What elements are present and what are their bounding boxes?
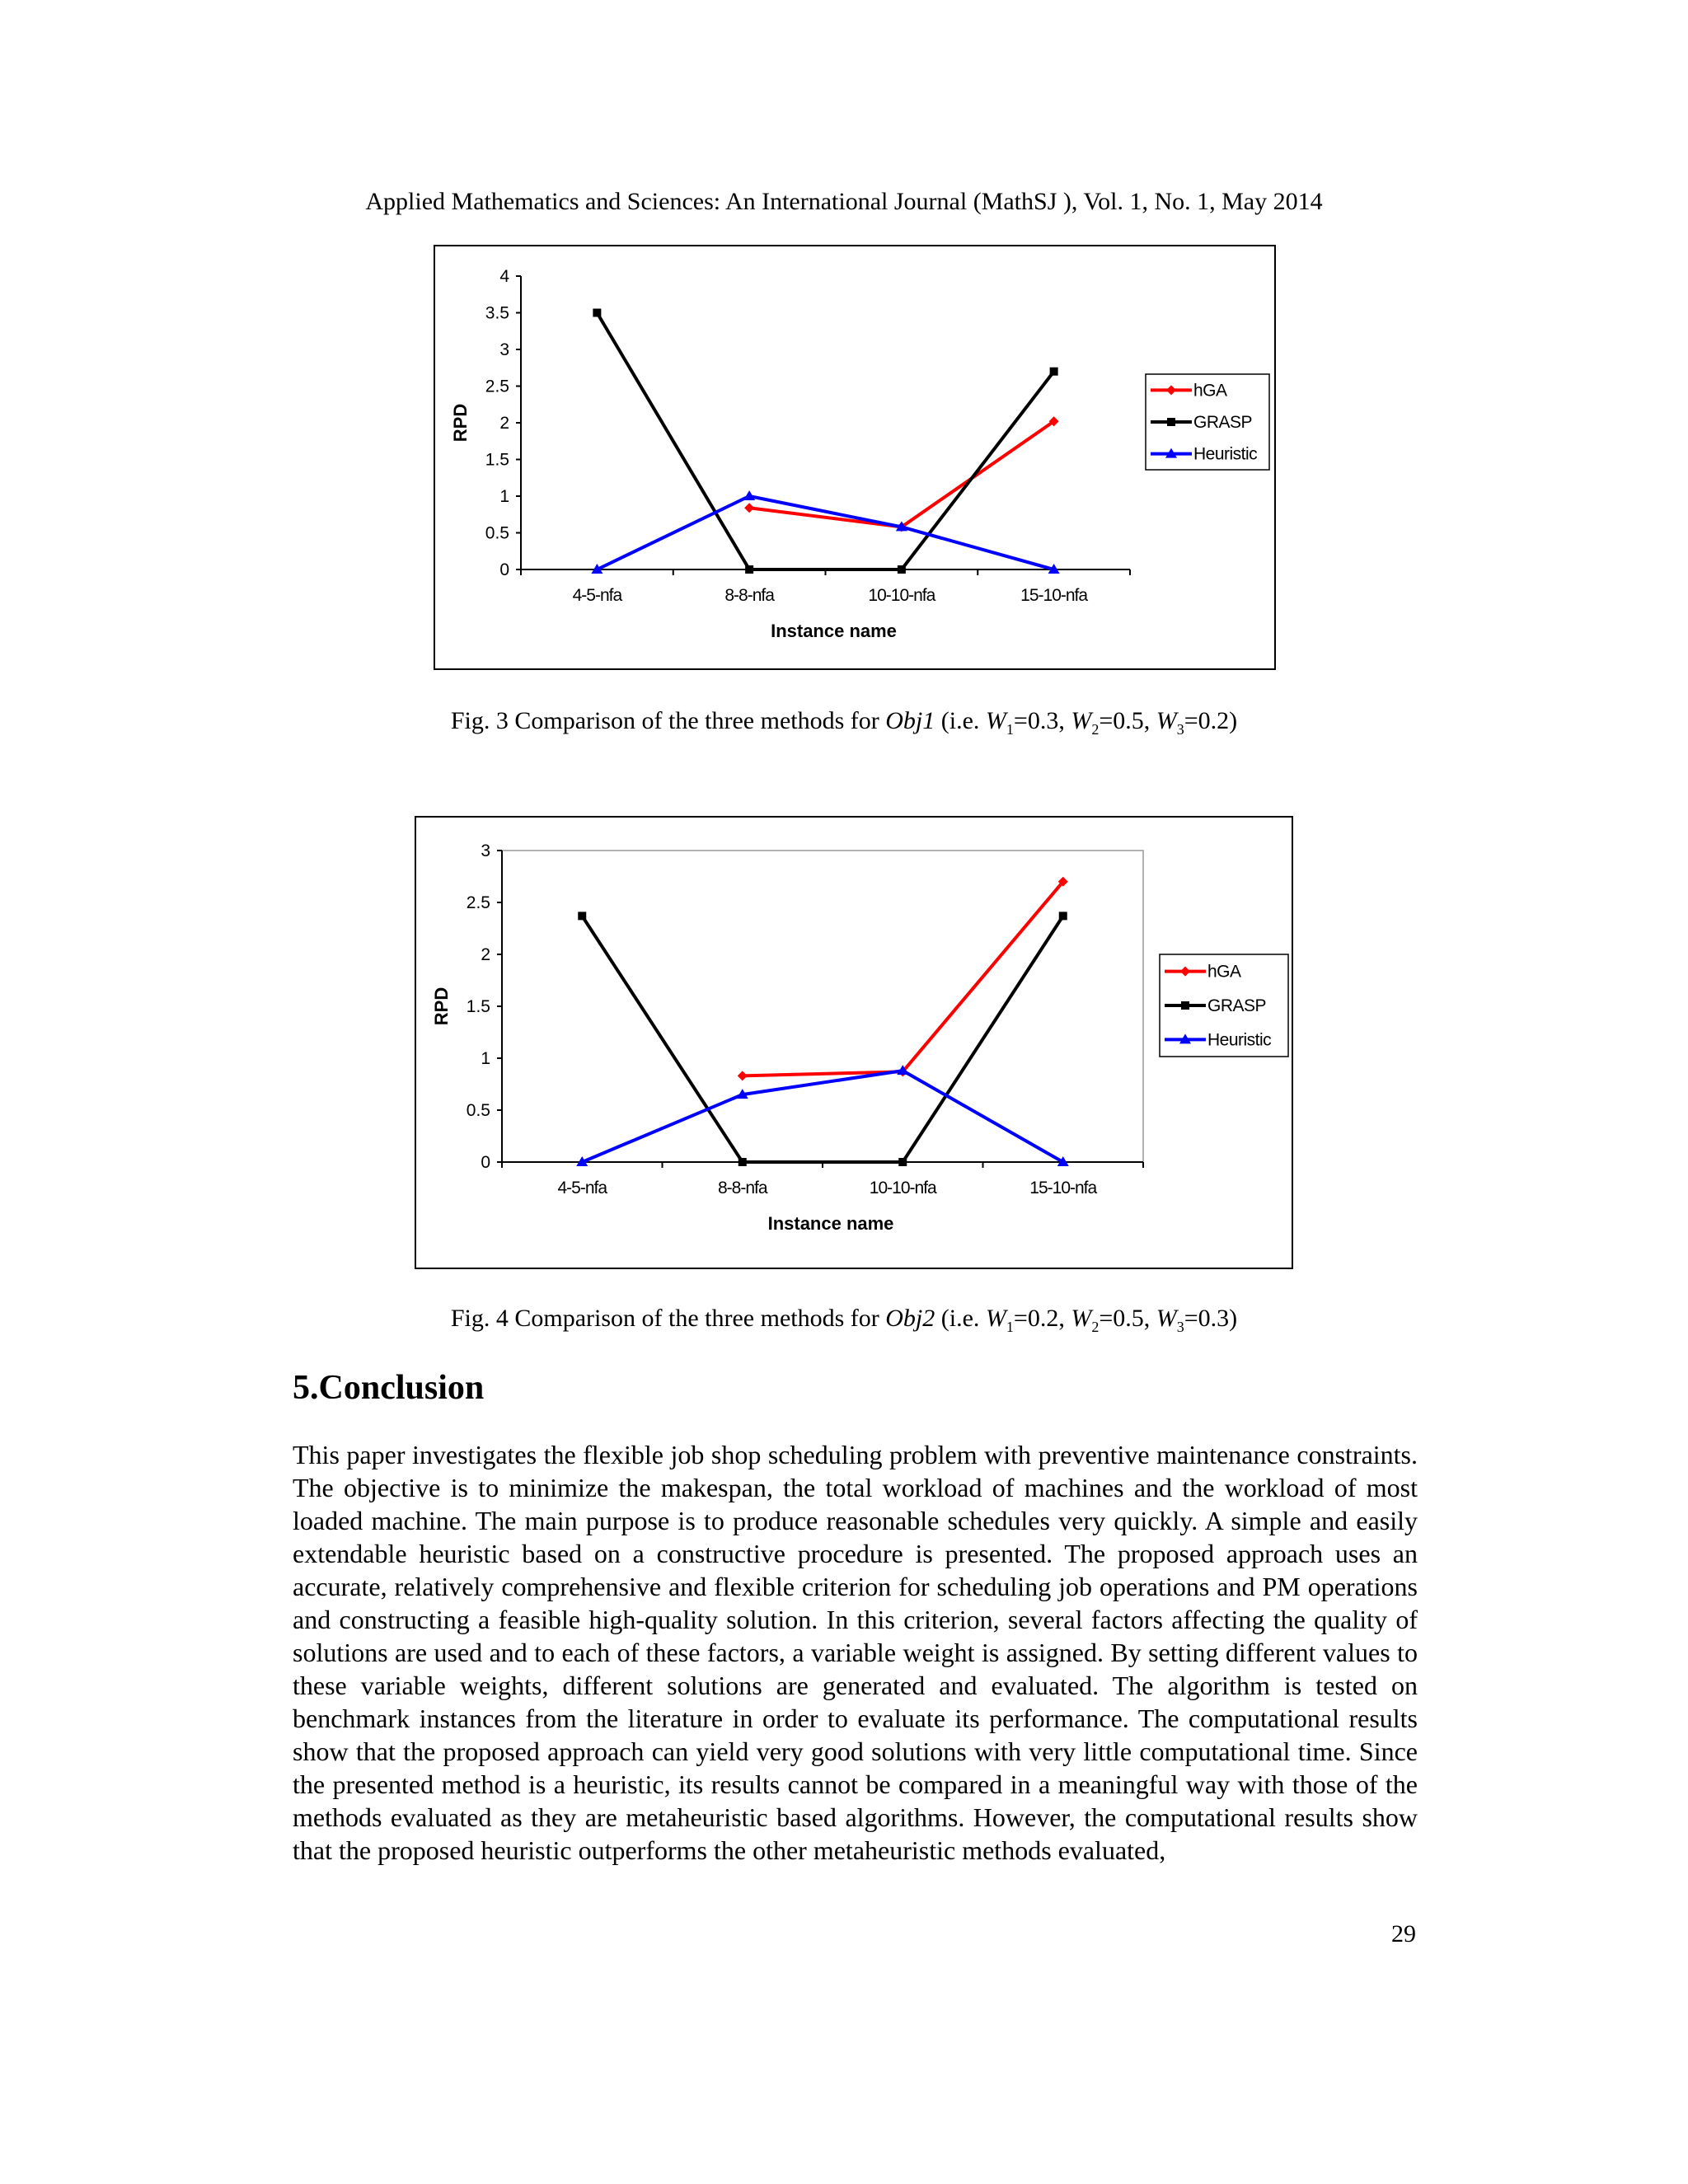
x-axis-title: Instance name xyxy=(771,621,897,641)
legend-marker-grasp xyxy=(1167,418,1175,426)
y-tick-label: 0 xyxy=(499,560,509,579)
data-point-grasp xyxy=(898,565,906,574)
caption-ie: (i.e. xyxy=(935,707,986,734)
x-tick-label: 8-8-nfa xyxy=(717,1179,767,1197)
page-number: 29 xyxy=(1391,1920,1416,1947)
caption-objective: Obj2 xyxy=(885,1305,935,1332)
caption-prefix: Fig. 4 Comparison of the three methods for xyxy=(450,1305,886,1332)
y-tick-label: 3 xyxy=(481,841,490,860)
y-axis-title: RPD xyxy=(450,403,471,443)
caption-ie: (i.e. xyxy=(935,1305,986,1332)
series-line-heuristic xyxy=(582,1071,1063,1162)
y-tick-label: 1 xyxy=(481,1049,490,1068)
legend-marker-grasp xyxy=(1181,1001,1189,1010)
x-tick-label: 10-10-nfa xyxy=(868,586,935,605)
x-tick-label: 10-10-nfa xyxy=(869,1179,936,1197)
y-tick-label: 1.5 xyxy=(466,997,490,1016)
figure-3-chart xyxy=(434,245,1276,670)
x-tick-label: 4-5-nfa xyxy=(572,586,622,605)
data-point-grasp xyxy=(1050,368,1058,376)
data-point-hga xyxy=(744,503,754,513)
data-point-hga xyxy=(738,1071,748,1080)
series-line-heuristic xyxy=(597,496,1053,569)
data-point-grasp xyxy=(745,565,753,574)
caption-w3: 0.3 xyxy=(1198,1305,1230,1332)
caption-w1: 0.2 xyxy=(1027,1305,1059,1332)
legend-label-grasp: GRASP xyxy=(1193,413,1253,432)
data-point-grasp xyxy=(898,1158,907,1166)
x-tick-label: 15-10-nfa xyxy=(1020,586,1088,605)
y-tick-label: 0.5 xyxy=(485,523,509,543)
caption-w2: 0.5 xyxy=(1113,1305,1144,1332)
y-tick-label: 2.5 xyxy=(466,893,490,912)
x-tick-label: 15-10-nfa xyxy=(1029,1179,1097,1197)
legend-label-hga: hGA xyxy=(1193,381,1227,401)
series-line-hga xyxy=(749,421,1054,527)
y-axis-title: RPD xyxy=(431,987,452,1026)
data-point-grasp xyxy=(1059,912,1067,920)
y-tick-label: 1.5 xyxy=(485,450,509,470)
figure-3-caption: Fig. 3 Comparison of the three methods for Obj1 (i.e. $W_1=0.3$, $W_2=0.5$, $W_3=0.2$) xyxy=(450,707,1238,738)
y-tick-label: 3.5 xyxy=(485,303,509,323)
conclusion-paragraph: This paper investigates the flexible job shop scheduling problem with preventive maintenance constraints. The objective is to minimize the makespan, the total workload of machines and the workload of most loaded machine. The main purpose is to produce reasonable schedules very quickly. A simple and easily extendable heuristic based on a constructive procedure is presented. The proposed approach uses an accurate, relatively comprehensive and flexible criterion for scheduling job operations and PM operations and constructing a feasible high-quality solution. In this criterion, several factors affecting the quality of solutions are used and to each of these factors, a variable weight is assigned. By setting different values to these variable weights, different solutions are generated and evaluated. The algorithm is tested on benchmark instances from the literature in order to evaluate its performance. The computational results show that the proposed approach can yield very good solutions with very little computational time. Since the presented method is a heuristic, its results cannot be compared in a meaningful way with those of the methods evaluated as they are metaheuristic based algorithms. However, the computational results show that the proposed heuristic outperforms the other metaheuristic methods evaluated, xyxy=(293,1440,1418,1865)
x-tick-label: 4-5-nfa xyxy=(557,1179,607,1197)
figure-4-caption: Fig. 4 Comparison of the three methods for Obj2 (i.e. $W_1=0.2$, $W_2=0.5$, $W_3=0.3$) xyxy=(450,1305,1238,1335)
plot-area-border xyxy=(502,851,1143,1162)
series-line-hga xyxy=(743,882,1063,1076)
section-title: 5.Conclusion xyxy=(293,1369,485,1407)
y-tick-label: 3 xyxy=(499,340,509,359)
x-tick-label: 8-8-nfa xyxy=(724,586,774,605)
y-tick-label: 0.5 xyxy=(466,1101,490,1120)
y-tick-label: 4 xyxy=(499,267,509,286)
caption-objective: Obj1 xyxy=(885,707,935,734)
data-point-grasp xyxy=(738,1158,747,1166)
legend-label-grasp: GRASP xyxy=(1207,996,1267,1015)
figure-4-chart xyxy=(415,816,1293,1269)
data-point-grasp xyxy=(578,912,586,920)
caption-prefix: Fig. 3 Comparison of the three methods for xyxy=(450,707,886,734)
y-tick-label: 1 xyxy=(499,487,509,506)
figure-3-svg xyxy=(435,246,1274,668)
legend-label-heuristic: Heuristic xyxy=(1193,444,1258,464)
data-point-grasp xyxy=(593,309,601,317)
y-tick-label: 2 xyxy=(481,945,490,964)
series-line-grasp xyxy=(582,916,1063,1162)
caption-w2: 0.5 xyxy=(1113,707,1144,734)
series-line-grasp xyxy=(597,313,1053,570)
caption-w1: 0.3 xyxy=(1027,707,1059,734)
caption-w3: 0.2 xyxy=(1198,707,1230,734)
running-header: Applied Mathematics and Sciences: An International Journal (MathSJ ), Vol. 1, No. 1, May 2014 xyxy=(365,188,1323,215)
x-axis-title: Instance name xyxy=(767,1213,894,1234)
legend-label-heuristic: Heuristic xyxy=(1207,1030,1272,1050)
y-tick-label: 2.5 xyxy=(485,377,509,396)
y-tick-label: 2 xyxy=(499,414,509,433)
legend-label-hga: hGA xyxy=(1207,962,1241,982)
y-tick-label: 0 xyxy=(481,1153,490,1172)
figure-4-svg xyxy=(416,818,1292,1268)
